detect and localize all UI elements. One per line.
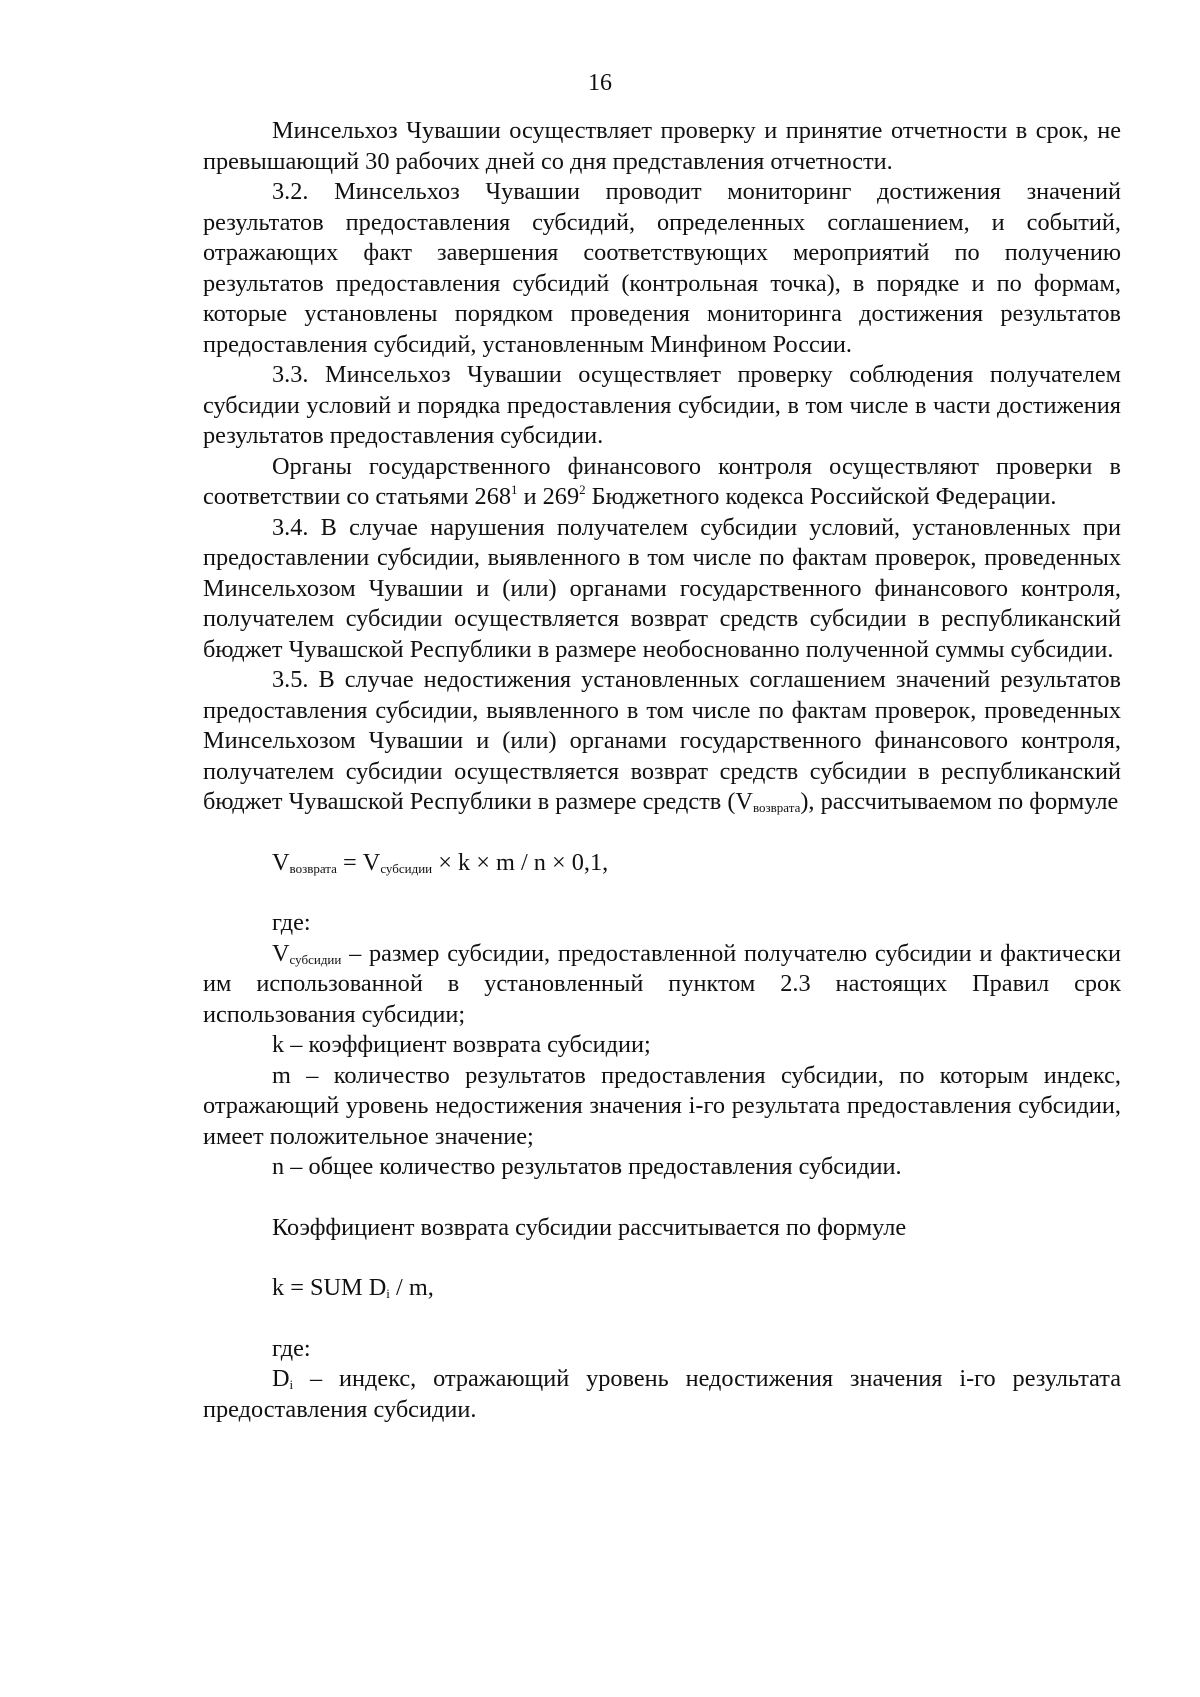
definition-d (203, 1364, 1121, 1425)
formula2-end: / m, (389, 1274, 434, 1301)
p35-main-text: 3.5. В случае недостижения установленных соглашением значений результатов предоставления субсидии, выявленного в том числе по фактам проверок, проведенных Минсельхозом Чувашии и (или) органами государственного финансового контроля, получателем субсидии осуществляется возврат средств субсидии в республиканский бюджет Чувашской Республики в размере средств (V (203, 666, 1121, 815)
p35-subscript: возврата (752, 800, 801, 815)
def-v-text: – размер субсидии, предоставленной получателю субсидии и фактически им использованной в установленный пунктом 2.3 настоящих Правил срок использования субсидии; (203, 939, 1121, 1028)
paragraph-3-3: 3.3. Минсельхоз Чувашии осуществляет проверку соблюдения получателем субсидии условий и порядка предоставления субсидии, в том числе в части достижения результатов предоставления субсидии. (203, 361, 1121, 449)
paragraph-3-2: 3.2. Минсельхоз Чувашии проводит мониторинг достижения значений результатов предоставления субсидий, определенных соглашением, и событий, отражающих факт завершения соответствующих мероприятий по получению результатов предоставления субсидий (контрольная точка), в порядке и по формам, которые установлены порядком проведения мониторинга достижения результатов предоставления субсидий, установленным Минфином России. (203, 178, 1121, 358)
formula1-eq: = V (336, 848, 381, 876)
formula1-sub-subsidy: субсидии (380, 860, 433, 876)
formula2-start: k = SUM D (272, 1274, 387, 1301)
formula1-v: V (272, 848, 290, 876)
formula-v-return (203, 848, 1121, 879)
where-label-2: где: (272, 1334, 311, 1362)
footnote-sup-2: 2 (579, 482, 586, 497)
control-text-3: Бюджетного кодекса Российской Федерации. (585, 483, 1057, 510)
formula1-sub-return: возврата (289, 860, 337, 876)
formula1-rest: × k × m / n × 0,1, (432, 848, 609, 876)
def-d-symbol: D (272, 1365, 290, 1392)
def-v-symbol: V (272, 939, 290, 967)
control-text-2: и 269 (517, 483, 580, 510)
paragraph-report-check: Минсельхоз Чувашии осуществляет проверку и принятие отчетности в срок, не превышающий 30 рабочих дней со дня представления отчетности. (203, 117, 1121, 175)
where-label-1: где: (272, 909, 311, 936)
page-number: 16 (588, 70, 612, 96)
def-d-text: – индекс, отражающий уровень недостижения значения i-го результата предоставления субсидии. (203, 1365, 1121, 1423)
formula2-subscript: i (386, 1286, 390, 1301)
def-d-subscript: i (289, 1377, 294, 1392)
definition-m: m – количество результатов предоставления субсидии, по которым индекс, отражающий уровень недостижения значения i-го результата предоставления субсидии, имеет положительное значение; (203, 1061, 1121, 1150)
document-body (203, 116, 1121, 1425)
definition-n: n – общее количество результатов предоставления субсидии. (272, 1153, 902, 1180)
paragraph-3-4: 3.4. В случае нарушения получателем субсидии условий, установленных при предоставлении субсидии, выявленного в том числе по фактам проверок, проведенных Минсельхозом Чувашии и (или) органами государственного финансового контроля, получателем субсидии осуществляется возврат средств субсидии в республиканский бюджет Чувашской Республики в размере необоснованно полученной суммы субсидии. (203, 513, 1121, 663)
def-v-subscript: субсидии (289, 951, 342, 967)
paragraph-3-5 (203, 665, 1121, 818)
control-text-1: Органы государственного финансового контроля осуществляют проверки в соответствии со статьями 268 (203, 452, 1121, 510)
coefficient-intro: Коэффициент возврата субсидии рассчитывается по формуле (272, 1213, 907, 1241)
footnote-sup-1: 1 (511, 482, 518, 497)
formula-k (203, 1273, 1121, 1304)
definition-v-subsidy (203, 939, 1121, 1031)
definition-k: k – коэффициент возврата субсидии; (272, 1031, 651, 1058)
p35-tail-text: ), рассчитываемом по формуле (800, 788, 1119, 815)
paragraph-financial-control (203, 452, 1121, 513)
